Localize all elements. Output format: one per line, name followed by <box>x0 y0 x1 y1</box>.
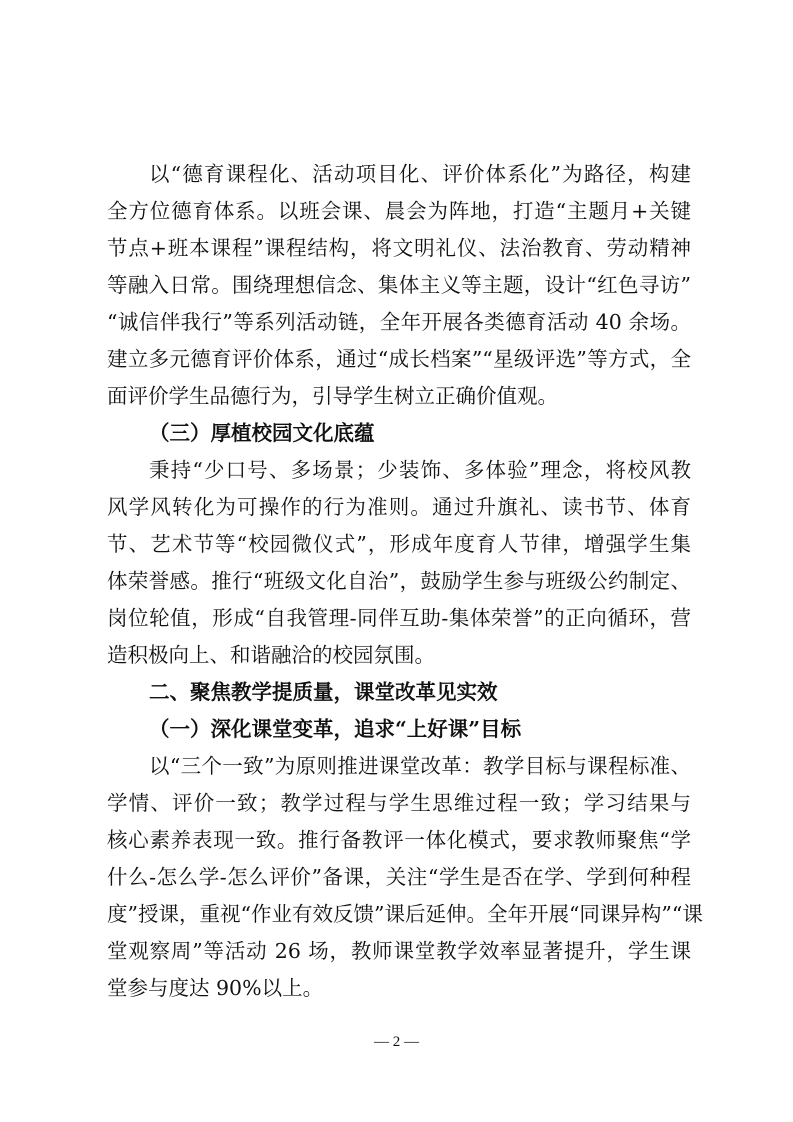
document-body <box>107 156 703 1007</box>
text-line: 风学风转化为可操作的行为准则。通过升旗礼、读书节、体育 <box>107 495 691 519</box>
text-line: 面评价学生品德行为，引导学生树立正确价值观。 <box>107 384 558 408</box>
text-line: 什么-怎么学-怎么评价”备课，关注“学生是否在学、学到何种程 <box>107 865 691 889</box>
page-number: — 2 — <box>374 1034 419 1050</box>
section-heading: 二、聚焦教学提质量，课堂改革见实效 <box>149 680 498 704</box>
text-line: 度”授课，重视“作业有效反馈”课后延伸。全年开展“同课异构”“课 <box>107 902 703 926</box>
text-line: 全方位德育体系。以班会课、晨会为阵地，打造“主题月+关键 <box>107 199 691 223</box>
text-line: 核心素养表现一致。推行备教评一体化模式，要求教师聚焦“学 <box>107 828 691 852</box>
section-heading: （三）厚植校园文化底蕴 <box>149 421 375 445</box>
text-line: 堂观察周”等活动 26 场，教师课堂教学效率显著提升，学生课 <box>107 939 691 963</box>
section-heading: （一）深化课堂变革，追求“上好课”目标 <box>149 717 522 741</box>
text-line: 学情、评价一致；教学过程与学生思维过程一致；学习结果与 <box>107 791 691 815</box>
text-line: 秉持“少口号、多场景；少装饰、多体验”理念，将校风教 <box>149 458 691 482</box>
paragraph <box>107 748 703 1007</box>
text-line: 等融入日常。围绕理想信念、集体主义等主题，设计“红色寻访” <box>107 273 691 297</box>
text-line: 以“德育课程化、活动项目化、评价体系化”为路径，构建 <box>149 162 691 186</box>
text-line: “诚信伴我行”等系列活动链，全年开展各类德育活动 40 余场。 <box>107 310 691 334</box>
text-line: 以“三个一致”为原则推进课堂改革：教学目标与课程标准、 <box>149 754 691 778</box>
paragraph <box>107 452 691 674</box>
text-line: 堂参与度达 90%以上。 <box>107 976 324 1000</box>
text-line: 造积极向上、和谐融洽的校园氛围。 <box>107 643 435 667</box>
text-line: 节、艺术节等“校园微仪式”，形成年度育人节律，增强学生集 <box>107 532 691 556</box>
text-line: 节点+班本课程”课程结构，将文明礼仪、法治教育、劳动精神 <box>107 236 691 260</box>
text-line: 岗位轮值，形成“自我管理-同伴互助-集体荣誉”的正向循环，营 <box>107 606 691 630</box>
text-line: 建立多元德育评价体系，通过“成长档案”“星级评选”等方式，全 <box>107 347 691 371</box>
paragraph <box>107 156 691 415</box>
text-line: 体荣誉感。推行“班级文化自治”，鼓励学生参与班级公约制定、 <box>107 569 691 593</box>
